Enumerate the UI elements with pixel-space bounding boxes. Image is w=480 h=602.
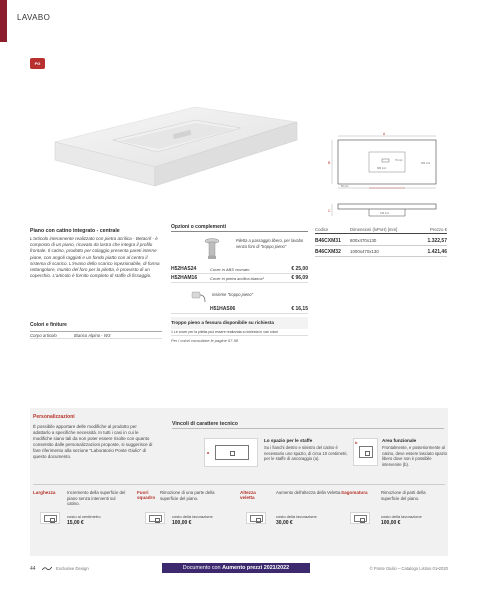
cost-value: 30,00 €	[276, 519, 293, 526]
row-dims: 800x470x130	[350, 238, 377, 243]
cost-value: 100,00 €	[172, 519, 192, 526]
cost-value: 15,00 €	[67, 519, 84, 526]
constraints-divider	[172, 428, 444, 429]
option-price: € 25,00	[291, 266, 308, 272]
custom-item-cost	[172, 514, 213, 527]
brand-wave-icon	[42, 566, 52, 571]
drawing-dim-e: 130 mm	[380, 212, 390, 215]
option-code: H52HAS24	[171, 266, 197, 272]
price-table-header	[315, 226, 447, 234]
option-label: Cover in ABS cromato	[210, 267, 250, 272]
custom-item-label: Sagomatura	[341, 490, 368, 495]
brand-badge-icon: PG	[30, 58, 45, 69]
price-table-row	[315, 247, 447, 257]
option-price: € 16,15	[291, 306, 308, 312]
constraint-a-text: Su i fianchi destro e sinistro del catino è necessario uno spazio, di circa 10 centimetri, per le staffe di ancoraggio (a).	[264, 445, 348, 462]
drawing-dim-h: 300 mm	[421, 162, 431, 165]
overflow-description: Insieme "troppo pieno"	[212, 292, 254, 297]
constraint-a-title: Lo spazio per le staffe	[264, 438, 313, 443]
custom-item-cost	[276, 514, 317, 527]
cost-label: costo al centimetro	[67, 514, 101, 519]
colors-row-value: Bianco Alpino - W3	[74, 333, 111, 338]
page-number: 44	[30, 566, 36, 572]
overflow-title: Troppo pieno a fessura disponibile su richiesta	[171, 320, 274, 325]
option-row	[171, 305, 308, 314]
technical-drawing	[322, 132, 447, 224]
row-code: B46CXM31	[315, 238, 341, 244]
option-label: Cover in pietra acrilica bianca¹	[210, 276, 264, 281]
option-code: H51HAS06	[210, 306, 236, 312]
drawing-dim-d: 380 mm	[377, 167, 387, 170]
constraints-title: Vincoli di carattere tecnico	[172, 421, 238, 427]
colors-title: Colori e finiture	[30, 322, 67, 328]
drawing-label-a: A	[382, 132, 386, 136]
header-accent-bar	[0, 0, 7, 42]
row-price: 1.421,46	[427, 249, 447, 255]
custom-item-cost	[67, 514, 101, 527]
option-row	[171, 274, 308, 283]
constraint-b-text: Frontalmente, e posteriormente al catino, deve essere lasciato spazio libero dove non è possibile intervenire (b).	[382, 445, 447, 468]
cost-label: costo della lavorazione	[276, 514, 317, 519]
custom-item-diagram	[145, 512, 165, 524]
colors-reference: Per i colori consultare le pagine 57-58	[171, 338, 239, 343]
colors-row	[30, 331, 162, 339]
col-price: Prezzo €	[430, 227, 447, 232]
product-title: Piano con catino integrato - centrale	[30, 228, 120, 234]
functional-area-diagram	[353, 438, 378, 466]
option-price: € 96,09	[291, 275, 308, 281]
product-description: L'articolo interamente realizzato con pietra acrilica - Betacril - è composto di un piano, ricavato da lastra che integra il profilo frontale. Il catino, prodotto per colaggio presenta pareti interne piane, con angoli raggiati e un fondo piatto con al centro il sistema di scarico. L'invaso dello scarico ispezionabile, di forma rettangolare, munito del foro per la piletta, è provvisto di un coperchio. L'articolo è fornito completo di staffe di fissaggio.	[30, 236, 160, 279]
custom-item-desc: Aumento dell'altezza della Veletta.	[276, 490, 342, 495]
footer-banner-bold: Aumento prezzi 2021/2022	[222, 565, 290, 571]
custom-item-desc: Rimozione di parti della superficie del piano.	[381, 490, 426, 501]
product-image	[45, 82, 305, 232]
custom-item-diagram	[40, 512, 60, 524]
cost-value: 100,00 €	[381, 519, 401, 526]
row-dims: 1000x470x130	[350, 249, 379, 254]
custom-item-desc: Rimozione di una parte della superficie del piano.	[160, 490, 215, 501]
footer-banner	[162, 563, 310, 573]
custom-item-label: Fuori squadro	[137, 490, 156, 500]
custom-item-cost	[381, 514, 422, 527]
footer-banner-prefix: Documento con	[182, 565, 223, 571]
drain-plug-icon	[204, 238, 220, 260]
price-table-row	[315, 236, 447, 246]
customization-title: Personalizzazioni	[33, 414, 75, 420]
custom-item-diagram	[350, 512, 370, 524]
drawing-label-c: C	[328, 209, 331, 213]
drawing-dim-w: 70 mm	[395, 159, 403, 162]
option-code: H52HAM16	[171, 275, 198, 281]
overflow-footnote: 1 Le cover per la piletta può essere realizzata a richiesta in vari colori	[171, 330, 308, 336]
tag-b: b	[355, 440, 358, 445]
section-title: LAVABO	[17, 13, 51, 22]
custom-item-diagram	[246, 512, 266, 524]
customization-text: È possibile apportare delle modifiche al prodotto per adattarlo a specifiche necessità. In tutti i casi in cui le modifiche siano tali da non poter essere risolte con quanto consentito dalle personalizzazioni proposte, si suggerisce di fare riferimento alla sezione "Laboratorio Ponte Giulio" di questo documento.	[33, 424, 153, 460]
drawing-label-b: B	[328, 161, 331, 165]
footer-right-text: © Ponte Giulio – Catalogo Listino 01•2020	[369, 566, 448, 571]
custom-item-desc: Incremento della superficie del piano senza interventi sul catino.	[67, 490, 126, 507]
colors-row-label: Corpo articolo	[30, 333, 57, 338]
options-divider	[171, 231, 308, 232]
options-title: Opzioni o complementi	[171, 224, 227, 230]
tag-a: a	[207, 450, 210, 455]
bracket-space-diagram	[204, 438, 258, 467]
custom-item-label: Larghezza	[33, 490, 56, 495]
row-price: 1.322,57	[427, 238, 447, 244]
drawing-dim-l: 50 mm	[341, 185, 349, 188]
customization-divider	[33, 484, 445, 485]
col-dims: Dimensioni (lxPxH) [mm]	[350, 227, 398, 232]
overflow-kit-icon	[190, 290, 207, 305]
cost-label: costo della lavorazione	[172, 514, 213, 519]
option-row	[171, 265, 308, 274]
constraint-b-title: Area funzionale	[382, 438, 417, 443]
drain-description: Piletta a passaggio libero, per lavabo senza foro di "troppo pieno"	[236, 238, 304, 249]
custom-item-label: Altezza veletta	[240, 490, 256, 500]
col-code: Codice	[315, 227, 329, 232]
footer-left-text: Exclusive Design	[56, 566, 89, 571]
row-code: B46CXM32	[315, 249, 341, 255]
cost-label: costo della lavorazione	[381, 514, 422, 519]
